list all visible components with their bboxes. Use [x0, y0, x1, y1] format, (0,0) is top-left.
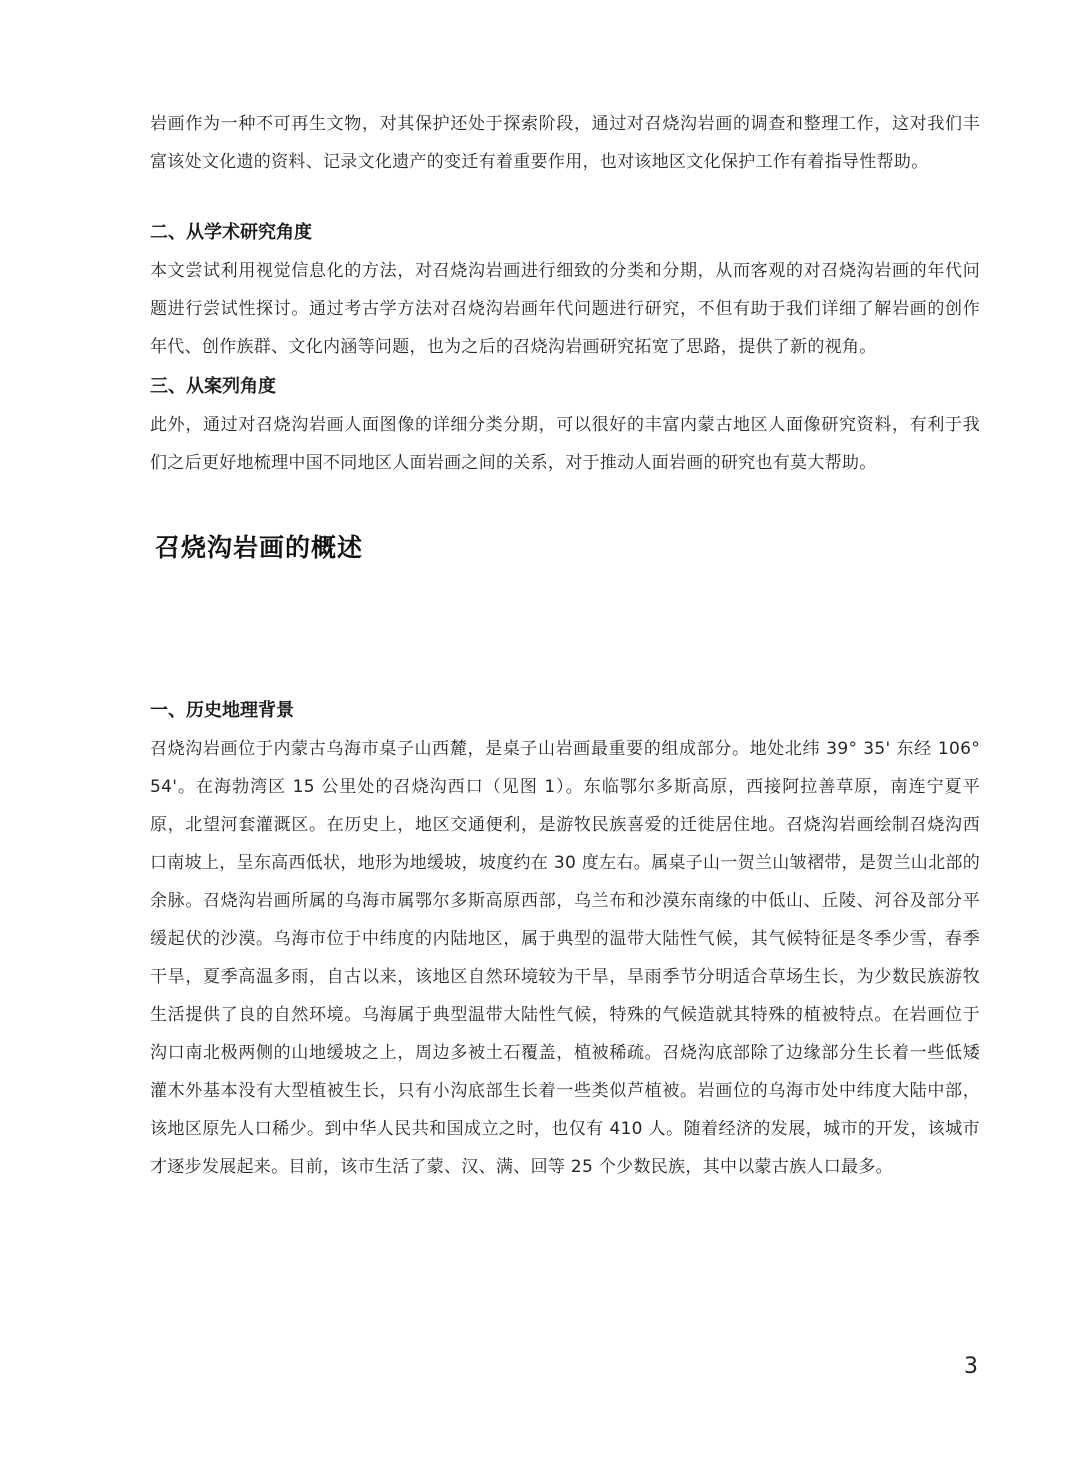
- intro-section: [150, 105, 980, 181]
- page-number: 3: [964, 1354, 978, 1379]
- history-section: [150, 692, 980, 1186]
- case-section: [150, 368, 980, 482]
- case-paragraph: 此外，通过对召烧沟岩画人面图像的详细分类分期，可以很好的丰富内蒙古地区人面像研究资料，有利于我们之后更好地梳理中国不同地区人面岩画之间的关系，对于推动人面岩画的研究也有莫大帮助。: [150, 415, 980, 473]
- history-paragraph: 召烧沟岩画位于内蒙古乌海市桌子山西麓，是桌子山岩画最重要的组成部分。地处北纬 39° 35' 东经 106° 54'。在海勃湾区 15 公里处的召烧沟西口（见图 1）。东临鄂尔多斯高原，西接阿拉善草原，南连宁夏平原，北望河套灌溉区。在历史上，地区交通便利，是游牧民族喜爱的迁徙居住地。召烧沟岩画绘制召烧沟西口南坡上，呈东高西低状，地形为地缓坡，坡度约在 30 度左右。属桌子山一贺兰山皱褶带，是贺兰山北部的余脉。召烧沟岩画所属的乌海市属鄂尔多斯高原西部，乌兰布和沙漠东南缘的中低山、丘陵、河谷及部分平缓起伏的沙漠。乌海市位于中纬度的内陆地区，属于典型的温带大陆性气候，其气候特征是冬季少雪，春季干旱，夏季高温多雨，自古以来，该地区自然环境较为干旱，旱雨季节分明适合草场生长，为少数民族游牧生活提供了良的自然环境。乌海属于典型温带大陆性气候，特殊的气候造就其特殊的植被特点。在岩画位于沟口南北极两侧的山地缓坡之上，周边多被土石覆盖，植被稀疏。召烧沟底部除了边缘部分生长着一些低矮灌木外基本没有大型植被生长，只有小沟底部生长着一些类似芦植被。岩画位的乌海市处中纬度大陆中部，该地区原先人口稀少。到中华人民共和国成立之时，也仅有 410 人。随着经济的发展，城市的开发，该城市才逐步发展起来。目前，该市生活了蒙、汉、满、回等 25 个少数民族，其中以蒙古族人口最多。: [150, 739, 980, 1177]
- academic-heading: 二、从学术研究角度: [150, 222, 312, 243]
- section-title: 召烧沟岩画的概述: [155, 533, 364, 562]
- history-heading: 一、历史地理背景: [150, 700, 294, 721]
- case-heading: 三、从案列角度: [150, 376, 276, 397]
- academic-paragraph: 本文尝试利用视觉信息化的方法，对召烧沟岩画进行细致的分类和分期，从而客观的对召烧沟岩画的年代问题进行尝试性探讨。通过考古学方法对召烧沟岩画年代问题进行研究，不但有助于我们详细了解岩画的创作年代、创作族群、文化内涵等问题，也为之后的召烧沟岩画研究拓宽了思路，提供了新的视角。: [150, 261, 980, 357]
- intro-paragraph: 岩画作为一种不可再生文物，对其保护还处于探索阶段，通过对召烧沟岩画的调查和整理工作，这对我们丰富该处文化遗的资料、记录文化遗产的变迁有着重要作用，也对该地区文化保护工作有着指导性帮助。: [150, 114, 980, 172]
- academic-section: [150, 214, 980, 366]
